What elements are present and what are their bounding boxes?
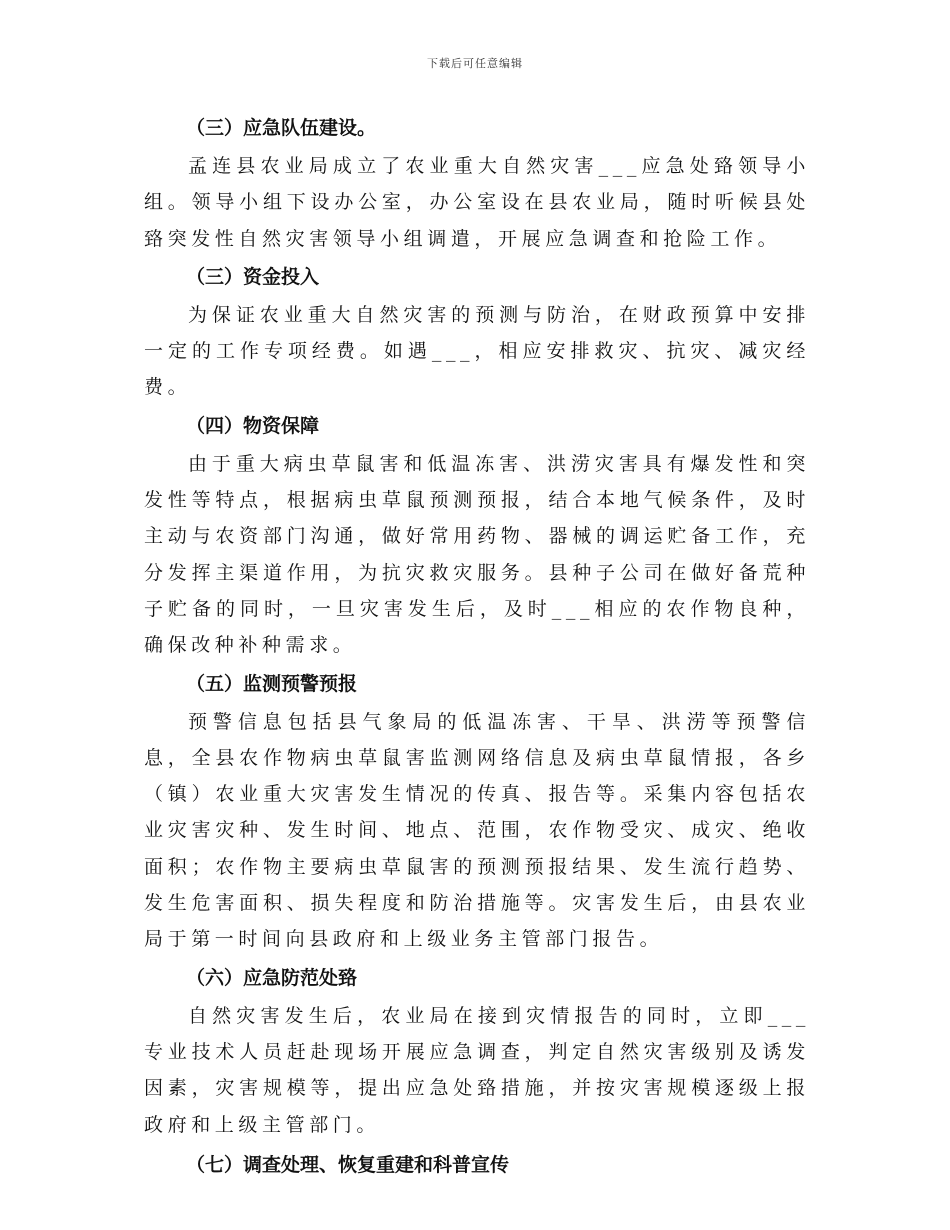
page-header-note: 下载后可任意编辑 (427, 57, 523, 70)
section-paragraph-supplies: 由于重大病虫草鼠害和低温冻害、洪涝灾害具有爆发性和突发性等特点，根据病虫草鼠预测预报，结合本地气候条件，及时主动与农资部门沟通，做好常用药物、器械的调运贮备工作，充分发挥主渠道作用，为抗灾救灾服务。县种子公司在做好备荒种子贮备的同时，一旦灾害发生后，及时___相应的农作物良种，确保改种补种需求。 (144, 452, 810, 657)
document-body (144, 108, 810, 1185)
section-paragraph-team: 孟连县农业局成立了农业重大自然灾害___应急处臵领导小组。领导小组下设办公室，办公室设在县农业局，随时听候县处臵突发性自然灾害领导小组调遣，开展应急调查和抢险工作。 (144, 155, 810, 250)
section-paragraph-response: 自然灾害发生后，农业局在接到灾情报告的同时，立即___专业技术人员赶赴现场开展应急调查，判定自然灾害级别及诱发因素，灾害规模等，提出应急处臵措施，并按灾害规模逐级上报政府和上级主管部门。 (144, 1004, 810, 1136)
section-paragraph-funding: 为保证农业重大自然灾害的预测与防治，在财政预算中安排一定的工作专项经费。如遇___，相应安排救灾、抗灾、减灾经费。 (144, 303, 810, 399)
section-heading-recovery: （七）调查处理、恢复重建和科普宣传 (186, 1153, 510, 1176)
section-heading-monitoring: （五）监测预警预报 (186, 672, 358, 695)
section-heading-response: （六）应急防范处臵 (186, 966, 358, 989)
section-heading-supplies: （四）物资保障 (186, 414, 320, 437)
section-paragraph-monitoring: 预警信息包括县气象局的低温冻害、干旱、洪涝等预警信息，全县农作物病虫草鼠害监测网络信息及病虫草鼠情报，各乡（镇）农业重大灾害发生情况的传真、报告等。采集内容包括农业灾害灾种、发生时间、地点、范围，农作物受灾、成灾、绝收面积；农作物主要病虫草鼠害的预测预报结果、发生流行趋势、发生危害面积、损失程度和防治措施等。灾害发生后，由县农业局于第一时间向县政府和上级业务主管部门报告。 (144, 710, 810, 951)
section-heading-funding: （三）资金投入 (186, 265, 320, 288)
section-heading-team: （三）应急队伍建设。 (186, 117, 377, 139)
